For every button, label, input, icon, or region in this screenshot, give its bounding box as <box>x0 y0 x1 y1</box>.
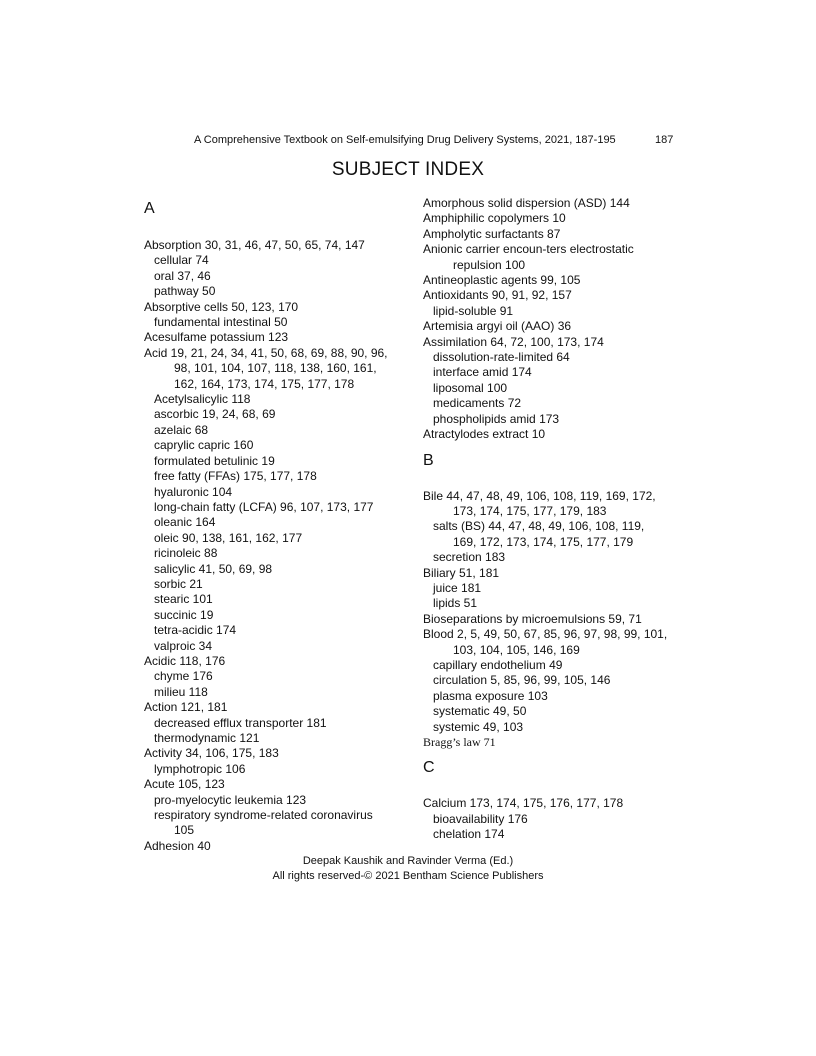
index-subentry: lipids 51 <box>433 596 478 611</box>
index-subentry: salts (BS) 44, 47, 48, 49, 106, 108, 119, <box>433 519 645 534</box>
index-subentry: pro-myelocytic leukemia 123 <box>154 792 307 807</box>
index-subentry: juice 181 <box>433 580 482 595</box>
index-entry: Amorphous solid dispersion (ASD) 144 <box>423 196 630 210</box>
index-subentry: phospholipids amid 173 <box>433 411 560 426</box>
book-title-line: A Comprehensive Textbook on Self-emulsifying Drug Delivery Systems, 2021, 187-195 <box>194 134 616 146</box>
index-subentry: Acetylsalicylic 118 <box>154 392 251 407</box>
index-entry: Action 121, 181 <box>144 700 228 715</box>
index-subentry: caprylic capric 160 <box>154 438 254 453</box>
index-entry: Ampholytic surfactants 87 <box>423 226 561 241</box>
index-entry: Bile 44, 47, 48, 49, 106, 108, 119, 169, 172, <box>423 488 656 503</box>
index-entry: Blood 2, 5, 49, 50, 67, 85, 96, 97, 98, 99, 101, <box>423 627 668 642</box>
index-subentry: formulated betulinic 19 <box>154 453 275 468</box>
index-subentry: liposomal 100 <box>433 380 508 395</box>
index-entry: Acute 105, 123 <box>144 777 225 792</box>
index-subentry: tetra-acidic 174 <box>154 623 237 638</box>
index-subentry: succinic 19 <box>154 607 214 622</box>
index-entry: 173, 174, 175, 177, 179, 183 <box>453 503 607 518</box>
index-subentry: fundamental intestinal 50 <box>154 315 288 330</box>
index-entry: Calcium 173, 174, 175, 176, 177, 178 <box>423 796 624 811</box>
page-number: 187 <box>655 134 674 146</box>
index-entry: Artemisia argyi oil (AAO) 36 <box>423 319 572 334</box>
editors-line: Deepak Kaushik and Ravinder Verma (Ed.) <box>302 855 514 867</box>
index-subentry: cellular 74 <box>154 253 209 268</box>
index-entry: Absorptive cells 50, 123, 170 <box>144 299 299 314</box>
index-entry: Assimilation 64, 72, 100, 173, 174 <box>423 334 604 349</box>
index-subentry: bioavailability 176 <box>433 811 528 826</box>
index-subentry: ricinoleic 88 <box>154 546 218 561</box>
index-subentry: lipid-soluble 91 <box>433 303 514 318</box>
index-subentry: salicylic 41, 50, 69, 98 <box>154 561 273 576</box>
index-subentry: decreased efflux transporter 181 <box>154 715 327 730</box>
index-column-right <box>423 196 685 843</box>
index-entry: Adhesion 40 <box>144 838 211 853</box>
index-entry: Absorption 30, 31, 46, 47, 50, 65, 74, 147 <box>144 238 365 252</box>
index-column-left <box>144 193 406 854</box>
index-entry: Antineoplastic agents 99, 105 <box>423 273 581 288</box>
index-subentry: azelaic 68 <box>154 422 209 437</box>
index-subentry: pathway 50 <box>154 284 216 299</box>
index-title: SUBJECT INDEX <box>331 159 485 180</box>
index-subentry: valproic 34 <box>154 638 213 653</box>
index-subentry: lymphotropic 106 <box>154 761 246 776</box>
index-subentry: thermodynamic 121 <box>154 731 260 745</box>
index-subentry: chyme 176 <box>154 669 213 684</box>
page-footer <box>0 854 816 883</box>
index-subentry: oleanic 164 <box>154 515 216 530</box>
index-subentry: systemic 49, 103 <box>433 719 524 734</box>
section-letter: C <box>423 759 435 777</box>
index-subentry: milieu 118 <box>154 684 208 699</box>
index-entry: Acidic 118, 176 <box>144 653 226 668</box>
index-entry: 162, 164, 173, 174, 175, 177, 178 <box>174 376 355 391</box>
index-entry: Acesulfame potassium 123 <box>144 330 289 345</box>
index-subentry: 105 <box>174 823 195 838</box>
copyright-line: All rights reserved-© 2021 Bentham Science Publishers <box>272 869 544 882</box>
index-subentry: ascorbic 19, 24, 68, 69 <box>154 407 276 422</box>
index-subentry: respiratory syndrome-related coronavirus <box>154 808 373 823</box>
index-entry: Amphiphilic copolymers 10 <box>423 211 566 226</box>
index-entry: Atractylodes extract 10 <box>423 427 546 442</box>
index-subentry: sorbic 21 <box>154 576 203 591</box>
index-subentry: chelation 174 <box>433 827 505 842</box>
index-subentry: free fatty (FFAs) 175, 177, 178 <box>154 469 317 484</box>
index-section <box>423 758 685 842</box>
index-section <box>144 199 406 854</box>
index-entry: repulsion 100 <box>453 257 526 272</box>
index-entry: Bioseparations by microemulsions 59, 71 <box>423 611 642 626</box>
index-subentry: hyaluronic 104 <box>154 484 233 499</box>
index-subentry: circulation 5, 85, 96, 99, 105, 146 <box>433 673 611 688</box>
index-subentry: plasma exposure 103 <box>433 688 548 703</box>
index-entry: Antioxidants 90, 91, 92, 157 <box>423 288 572 303</box>
index-entry: 98, 101, 104, 107, 118, 138, 160, 161, <box>174 361 377 376</box>
index-entry: Anionic carrier encoun-ters electrostatic <box>423 242 634 257</box>
index-subentry: stearic 101 <box>154 592 213 607</box>
index-entry: Activity 34, 106, 175, 183 <box>144 746 279 761</box>
section-letter: B <box>423 451 434 469</box>
index-subentry: interface amid 174 <box>433 365 532 380</box>
section-letter: A <box>144 200 155 217</box>
index-entry: Acid 19, 21, 24, 34, 41, 50, 68, 69, 88, 90, 96, <box>144 345 388 360</box>
index-section <box>423 196 685 443</box>
index-subentry: capillary endothelium 49 <box>433 657 563 672</box>
index-section <box>423 451 685 751</box>
index-subentry: dissolution-rate-limited 64 <box>433 350 570 365</box>
index-entry: Bragg’s law 71 <box>423 735 496 749</box>
index-subentry: secretion 183 <box>433 550 506 565</box>
index-subentry: oral 37, 46 <box>154 268 211 283</box>
index-subentry: medicaments 72 <box>433 396 522 411</box>
index-subentry: oleic 90, 138, 161, 162, 177 <box>154 530 303 545</box>
index-subentry: 169, 172, 173, 174, 175, 177, 179 <box>453 534 634 549</box>
index-subentry: long-chain fatty (LCFA) 96, 107, 173, 177 <box>154 499 374 514</box>
index-entry: 103, 104, 105, 146, 169 <box>453 642 580 657</box>
index-subentry: systematic 49, 50 <box>433 704 527 719</box>
index-entry: Biliary 51, 181 <box>423 565 500 580</box>
